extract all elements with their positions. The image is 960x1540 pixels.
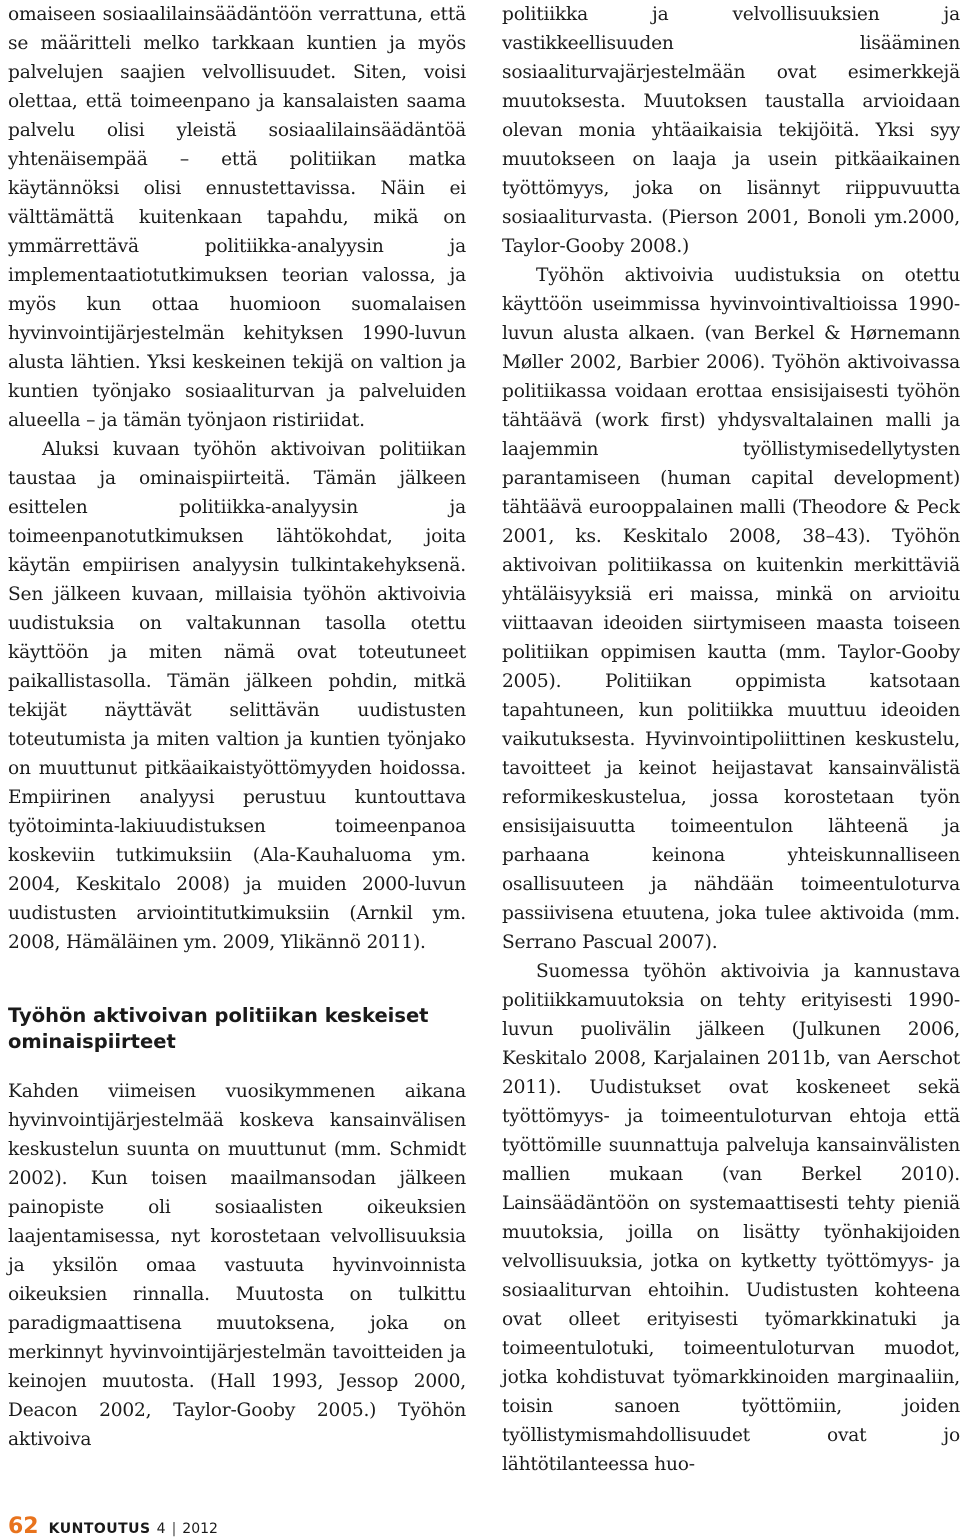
issue-year: 2012 bbox=[182, 1521, 218, 1537]
page-footer bbox=[8, 1514, 218, 1540]
page-number: 62 bbox=[8, 1514, 39, 1539]
section-heading: Työhön aktivoivan politiikan keskeiset ominaispiirteet bbox=[8, 1004, 429, 1053]
right-column bbox=[502, 0, 960, 1479]
body-paragraph: Aluksi kuvaan työhön aktivoivan politiikan taustaa ja ominaispiirteitä. Tämän jälkeen esittelen politiikka-analyysin ja toimeenpanotutkimuksen lähtökohdat, joita käytän empiirisen analyysin tulkintakehyksenä. Sen jälkeen kuvaan, millaisia työhön aktivoivia uudistuksia on valtakunnan tasolla otettu käyttöön ja miten nämä ovat toteutuneet paikallistasolla. Tämän jälkeen pohdin, mitkä tekijät näyttävät selittävän uudistusten toteutumista ja miten valtion ja kuntien työnjako on muuttunut pitkäaikaistyöttömyyden hoidossa. Empiirinen analyysi perustuu kuntouttava työtoiminta-lakiuudistuksen toimeenpanoa koskeviin tutkimuksiin (Ala-Kauhaluoma ym. 2004, Keskitalo 2008) ja muiden 2000-luvun uudistusten arviointitutkimuksiin (Arnkil ym. 2008, Hämäläinen ym. 2009, Ylikännö 2011). bbox=[8, 439, 466, 953]
issue-number: 4 bbox=[156, 1521, 166, 1537]
left-column bbox=[8, 0, 466, 1454]
journal-name: KUNTOUTUS bbox=[48, 1521, 151, 1537]
body-paragraph: Työhön aktivoivia uudistuksia on otettu käyttöön useimmissa hyvinvointivaltioissa 1990-luvun alusta alkaen. (van Berkel & Hørnemann Møller 2002, Barbier 2006). Työhön aktivoivassa politiikassa voidaan erottaa ensisijaisesti työhön tähtäävä (work first) yhdysvaltalainen malli ja laajemmin työllistymisedellytysten parantamiseen (human capital development) tähtäävä eurooppalainen malli (Theodore & Peck 2001, ks. Keskitalo 2008, 38–43). Työhön aktivoivan politiikassa on kuitenkin merkittäviä yhtäläisyyksiä eri maissa, minkä on arvioitu viittaavan ideoiden siirtymiseen maasta toiseen politiikan oppimisen kautta (mm. Taylor-Gooby 2005). Politiikan oppimista katsotaan tapahtuneen, kun politiikka muuttuu ideoiden vaikutuksesta. Hyvinvointipoliittinen keskustelu, tavoitteet ja keinot heijastavat kansainvälistä reformikeskustelua, jossa korostetaan työn ensisijaisuutta toimeentulon lähteenä ja parhaana keinona yhteiskunnalliseen osallisuuteen ja nähdään toimeentuloturva passiivisena etuutena, joka tulee aktivoida (mm. Serrano Pascual 2007). bbox=[502, 265, 960, 953]
body-paragraph: Kahden viimeisen vuosikymmenen aikana hyvinvointijärjestelmää koskeva kansainvälisen keskustelun suunta on muuttunut (mm. Schmidt 2002). Kun toisen maailmansodan jälkeen painopiste oli sosiaalisten oikeuksien laajentamisessa, nyt korostetaan velvollisuuksia ja yksilön omaa vastuuta hyvinvoinnista oikeuksien rinnalla. Muutosta on tulkittu paradigmaattisena muutoksena, joka on merkinnyt hyvinvointijärjestelmän tavoitteiden ja keinojen muutosta. (Hall 1993, Jessop 2000, Deacon 2002, Taylor-Gooby 2005.) Työhön aktivoiva bbox=[8, 1081, 466, 1450]
body-paragraph: omaiseen sosiaalilainsäädäntöön verrattuna, että se määritteli melko tarkkaan kuntien ja myös palvelujen saajien velvollisuudet. Siten, voisi olettaa, että toimeenpano ja kansalaisten saama palvelu olisi yleistä sosiaalilainsäädäntöä yhtenäisempää – että politiikan matka käytännöksi olisi ennustettavissa. Näin ei välttämättä kuitenkaan tapahdu, mikä on ymmärrettävä politiikka-analyysin ja implementaatiotutkimuksen teorian valossa, ja myös kun ottaa huomioon suomalaisen hyvinvointijärjestelmän kehityksen 1990-luvun alusta lähtien. Yksi keskeinen tekijä on valtion ja kuntien työnjako sosiaaliturvan ja palveluiden alueella – ja tämän työnjaon ristiriidat. bbox=[8, 4, 466, 431]
body-paragraph: Suomessa työhön aktivoivia ja kannustava politiikkamuutoksia on tehty erityisesti 1990-luvun puolivälin jälkeen (Julkunen 2006, Keskitalo 2008, Karjalainen 2011b, van Aerschot 2011). Uudistukset ovat koskeneet sekä työttömyys- ja toimeentuloturvan ehtoja että työttömille suunnattuja palveluja kansainvälisten mallien mukaan (van Berkel 2010). Lainsäädäntöön on systemaattisesti tehty pieniä muutoksia, joilla on lisätty työnhakijoiden velvollisuuksia, jotka on kytketty työttömyys- ja sosiaaliturvan ehtoihin. Uudistusten kohteena ovat olleet erityisesti työmarkkinatuki ja toimeentulotuki, toimeentuloturvan muodot, jotka kohdistuvat työmarkkinoiden marginaaliin, toisin sanoen työttömiin, joiden työllistymismahdollisuudet ovat jo lähtötilanteessa huo- bbox=[502, 961, 960, 1475]
body-paragraph: politiikka ja velvollisuuksien ja vastikkeellisuuden lisääminen sosiaaliturvajärjestelmään ovat esimerkkejä muutoksesta. Muutoksen taustalla arvioidaan olevan monia yhtäaikaisia tekijöitä. Yksi syy muutokseen on laaja ja usein pitkäaikainen työttömyys, joka on lisännyt riippuvuutta sosiaaliturvasta. (Pierson 2001, Bonoli ym.2000, Taylor-Gooby 2008.) bbox=[502, 4, 960, 257]
footer-separator: | bbox=[171, 1521, 177, 1537]
